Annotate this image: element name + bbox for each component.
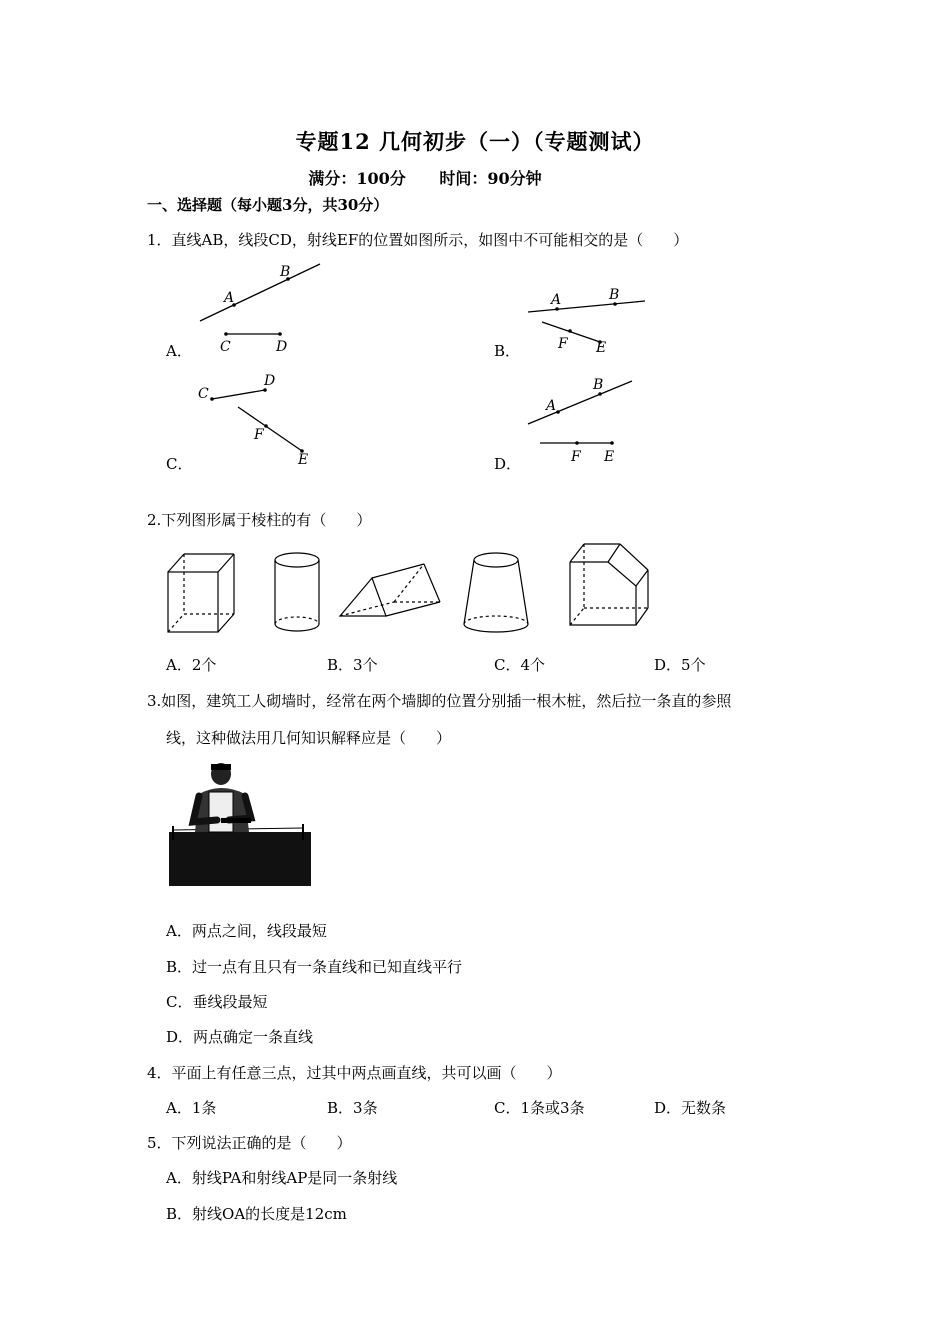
frustum-shape	[464, 553, 528, 632]
q2-option-c[interactable]: C．4个	[494, 656, 546, 674]
question-5-stem: 5．下列说法正确的是（ ）	[147, 1134, 352, 1152]
q4-option-d[interactable]: D．无数条	[654, 1099, 727, 1117]
svg-text:D: D	[276, 339, 288, 355]
svg-text:D: D	[264, 373, 276, 389]
q1-figure-b	[520, 282, 650, 357]
q1-option-a[interactable]: A．	[166, 342, 192, 360]
q2-option-a[interactable]: A．2个	[166, 656, 217, 674]
svg-text:A: A	[551, 292, 562, 308]
q1-figure-d	[520, 372, 650, 472]
svg-text:F: F	[254, 427, 264, 443]
cylinder-shape	[275, 553, 319, 631]
q1-figure-c	[190, 370, 330, 470]
q2-solids-figure	[160, 540, 660, 640]
section-heading: 一、选择题（每小题3分，共30分）	[147, 196, 389, 214]
question-4-stem: 4．平面上有任意三点，过其中两点画直线，共可以画（ ）	[147, 1064, 562, 1082]
svg-text:B: B	[280, 264, 291, 280]
q2-option-b[interactable]: B．3个	[327, 656, 378, 674]
q1-option-d[interactable]: D．	[494, 455, 522, 473]
q3-option-d[interactable]: D．两点确定一条直线	[166, 1028, 314, 1046]
bricklayer-illustration	[165, 760, 315, 890]
exam-meta	[0, 166, 850, 189]
time-limit: 时间：90分钟	[439, 169, 542, 188]
svg-text:F: F	[571, 449, 581, 465]
svg-text:A: A	[546, 398, 557, 414]
svg-text:B: B	[593, 377, 604, 393]
q1-figure-a	[190, 258, 330, 358]
svg-text:C: C	[220, 339, 231, 355]
svg-text:F: F	[558, 336, 568, 352]
cuboid-shape	[168, 554, 234, 632]
question-3-stem-line1: 3.如图，建筑工人砌墙时，经常在两个墙脚的位置分别插一根木桩，然后拉一条直的参照	[147, 692, 732, 710]
svg-text:A: A	[224, 290, 235, 306]
truncated-prism-shape	[570, 544, 648, 625]
full-score: 满分：100分	[308, 169, 406, 188]
svg-text:B: B	[609, 287, 620, 303]
q4-option-b[interactable]: B．3条	[327, 1099, 378, 1117]
q1-option-c[interactable]: C．	[166, 455, 193, 473]
q1-option-b[interactable]: B．	[494, 342, 521, 360]
question-3-stem-line2: 线，这种做法用几何知识解释应是（ ）	[166, 729, 452, 747]
q2-option-d[interactable]: D．5个	[654, 656, 706, 674]
svg-text:C: C	[198, 386, 209, 402]
page-title: 专题12 几何初步（一）（专题测试）	[295, 129, 655, 154]
svg-text:E: E	[596, 340, 607, 356]
q3-option-b[interactable]: B．过一点有且只有一条直线和已知直线平行	[166, 958, 463, 976]
question-1-stem: 1．直线AB，线段CD，射线EF的位置如图所示，如图中不可能相交的是（ ）	[147, 231, 689, 249]
q4-option-c[interactable]: C．1条或3条	[494, 1099, 585, 1117]
q4-option-a[interactable]: A．1条	[166, 1099, 217, 1117]
svg-text:E: E	[604, 449, 615, 465]
q3-option-a[interactable]: A．两点之间，线段最短	[166, 922, 327, 940]
q5-option-a[interactable]: A．射线PA和射线AP是同一条射线	[166, 1169, 398, 1187]
triangular-prism-shape	[340, 564, 440, 616]
q3-option-c[interactable]: C．垂线段最短	[166, 993, 268, 1011]
svg-text:E: E	[298, 452, 309, 468]
question-2-stem: 2.下列图形属于棱柱的有（ ）	[147, 511, 372, 529]
q5-option-b[interactable]: B．射线OA的长度是12cm	[166, 1205, 347, 1223]
